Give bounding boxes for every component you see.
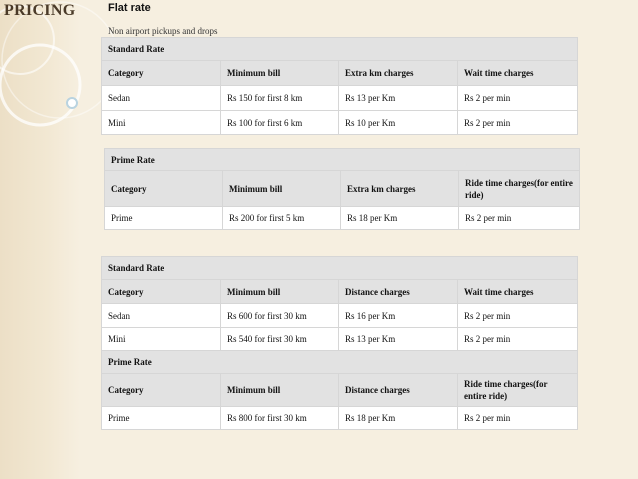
table-row: [102, 407, 578, 430]
table-cell: Rs 100 for first 6 km: [221, 111, 339, 135]
standard-rate-table: [101, 37, 578, 135]
table-cell: Prime: [102, 407, 221, 430]
column-header: Distance charges: [339, 280, 458, 304]
outstation-rate-table: [101, 256, 578, 430]
column-header: Ride time charges(for entire ride): [458, 374, 578, 407]
table-row: [105, 207, 580, 230]
table-cell: Rs 16 per Km: [339, 304, 458, 328]
table-caption: Standard Rate: [102, 257, 578, 280]
table-cell: Prime: [105, 207, 223, 230]
table-cell: Rs 2 per min: [458, 407, 578, 430]
table-caption: Prime Rate: [102, 351, 578, 374]
column-header: Distance charges: [339, 374, 458, 407]
column-header: Wait time charges: [458, 280, 578, 304]
table-caption: Standard Rate: [102, 38, 578, 61]
column-header: Category: [102, 374, 221, 407]
table-caption: Prime Rate: [105, 149, 580, 171]
table-cell: Rs 600 for first 30 km: [221, 304, 339, 328]
column-header: Wait time charges: [458, 61, 578, 86]
table-cell: Rs 10 per Km: [339, 111, 458, 135]
table-cell: Rs 2 per min: [458, 304, 578, 328]
prime-rate-table: [104, 148, 580, 230]
subtitle: Flat rate: [108, 2, 151, 14]
column-header: Category: [105, 171, 223, 207]
column-header: Category: [102, 61, 221, 86]
table-cell: Rs 18 per Km: [341, 207, 459, 230]
table-cell: Rs 200 for first 5 km: [223, 207, 341, 230]
table-row: [102, 304, 578, 328]
column-header: Category: [102, 280, 221, 304]
note: Non airport pickups and drops: [108, 26, 218, 36]
page-title: PRICING: [4, 2, 76, 19]
table-cell: Rs 800 for first 30 km: [221, 407, 339, 430]
column-header: Extra km charges: [341, 171, 459, 207]
table-cell: Rs 18 per Km: [339, 407, 458, 430]
table-cell: Sedan: [102, 304, 221, 328]
column-header: Minimum bill: [223, 171, 341, 207]
column-header: Minimum bill: [221, 374, 339, 407]
table-row: [102, 328, 578, 351]
table-cell: Rs 150 for first 8 km: [221, 86, 339, 111]
column-header: Minimum bill: [221, 280, 339, 304]
table-cell: Rs 13 per Km: [339, 86, 458, 111]
table-cell: Rs 2 per min: [458, 86, 578, 111]
table-row: [102, 86, 578, 111]
column-header: Minimum bill: [221, 61, 339, 86]
table-cell: Rs 540 for first 30 km: [221, 328, 339, 351]
table-cell: Rs 2 per min: [458, 111, 578, 135]
column-header: Extra km charges: [339, 61, 458, 86]
table-cell: Rs 13 per Km: [339, 328, 458, 351]
table-cell: Rs 2 per min: [458, 328, 578, 351]
column-header: Ride time charges(for entire ride): [459, 171, 580, 207]
table-cell: Rs 2 per min: [459, 207, 580, 230]
table-cell: Sedan: [102, 86, 221, 111]
table-cell: Mini: [102, 111, 221, 135]
table-row: [102, 111, 578, 135]
table-cell: Mini: [102, 328, 221, 351]
